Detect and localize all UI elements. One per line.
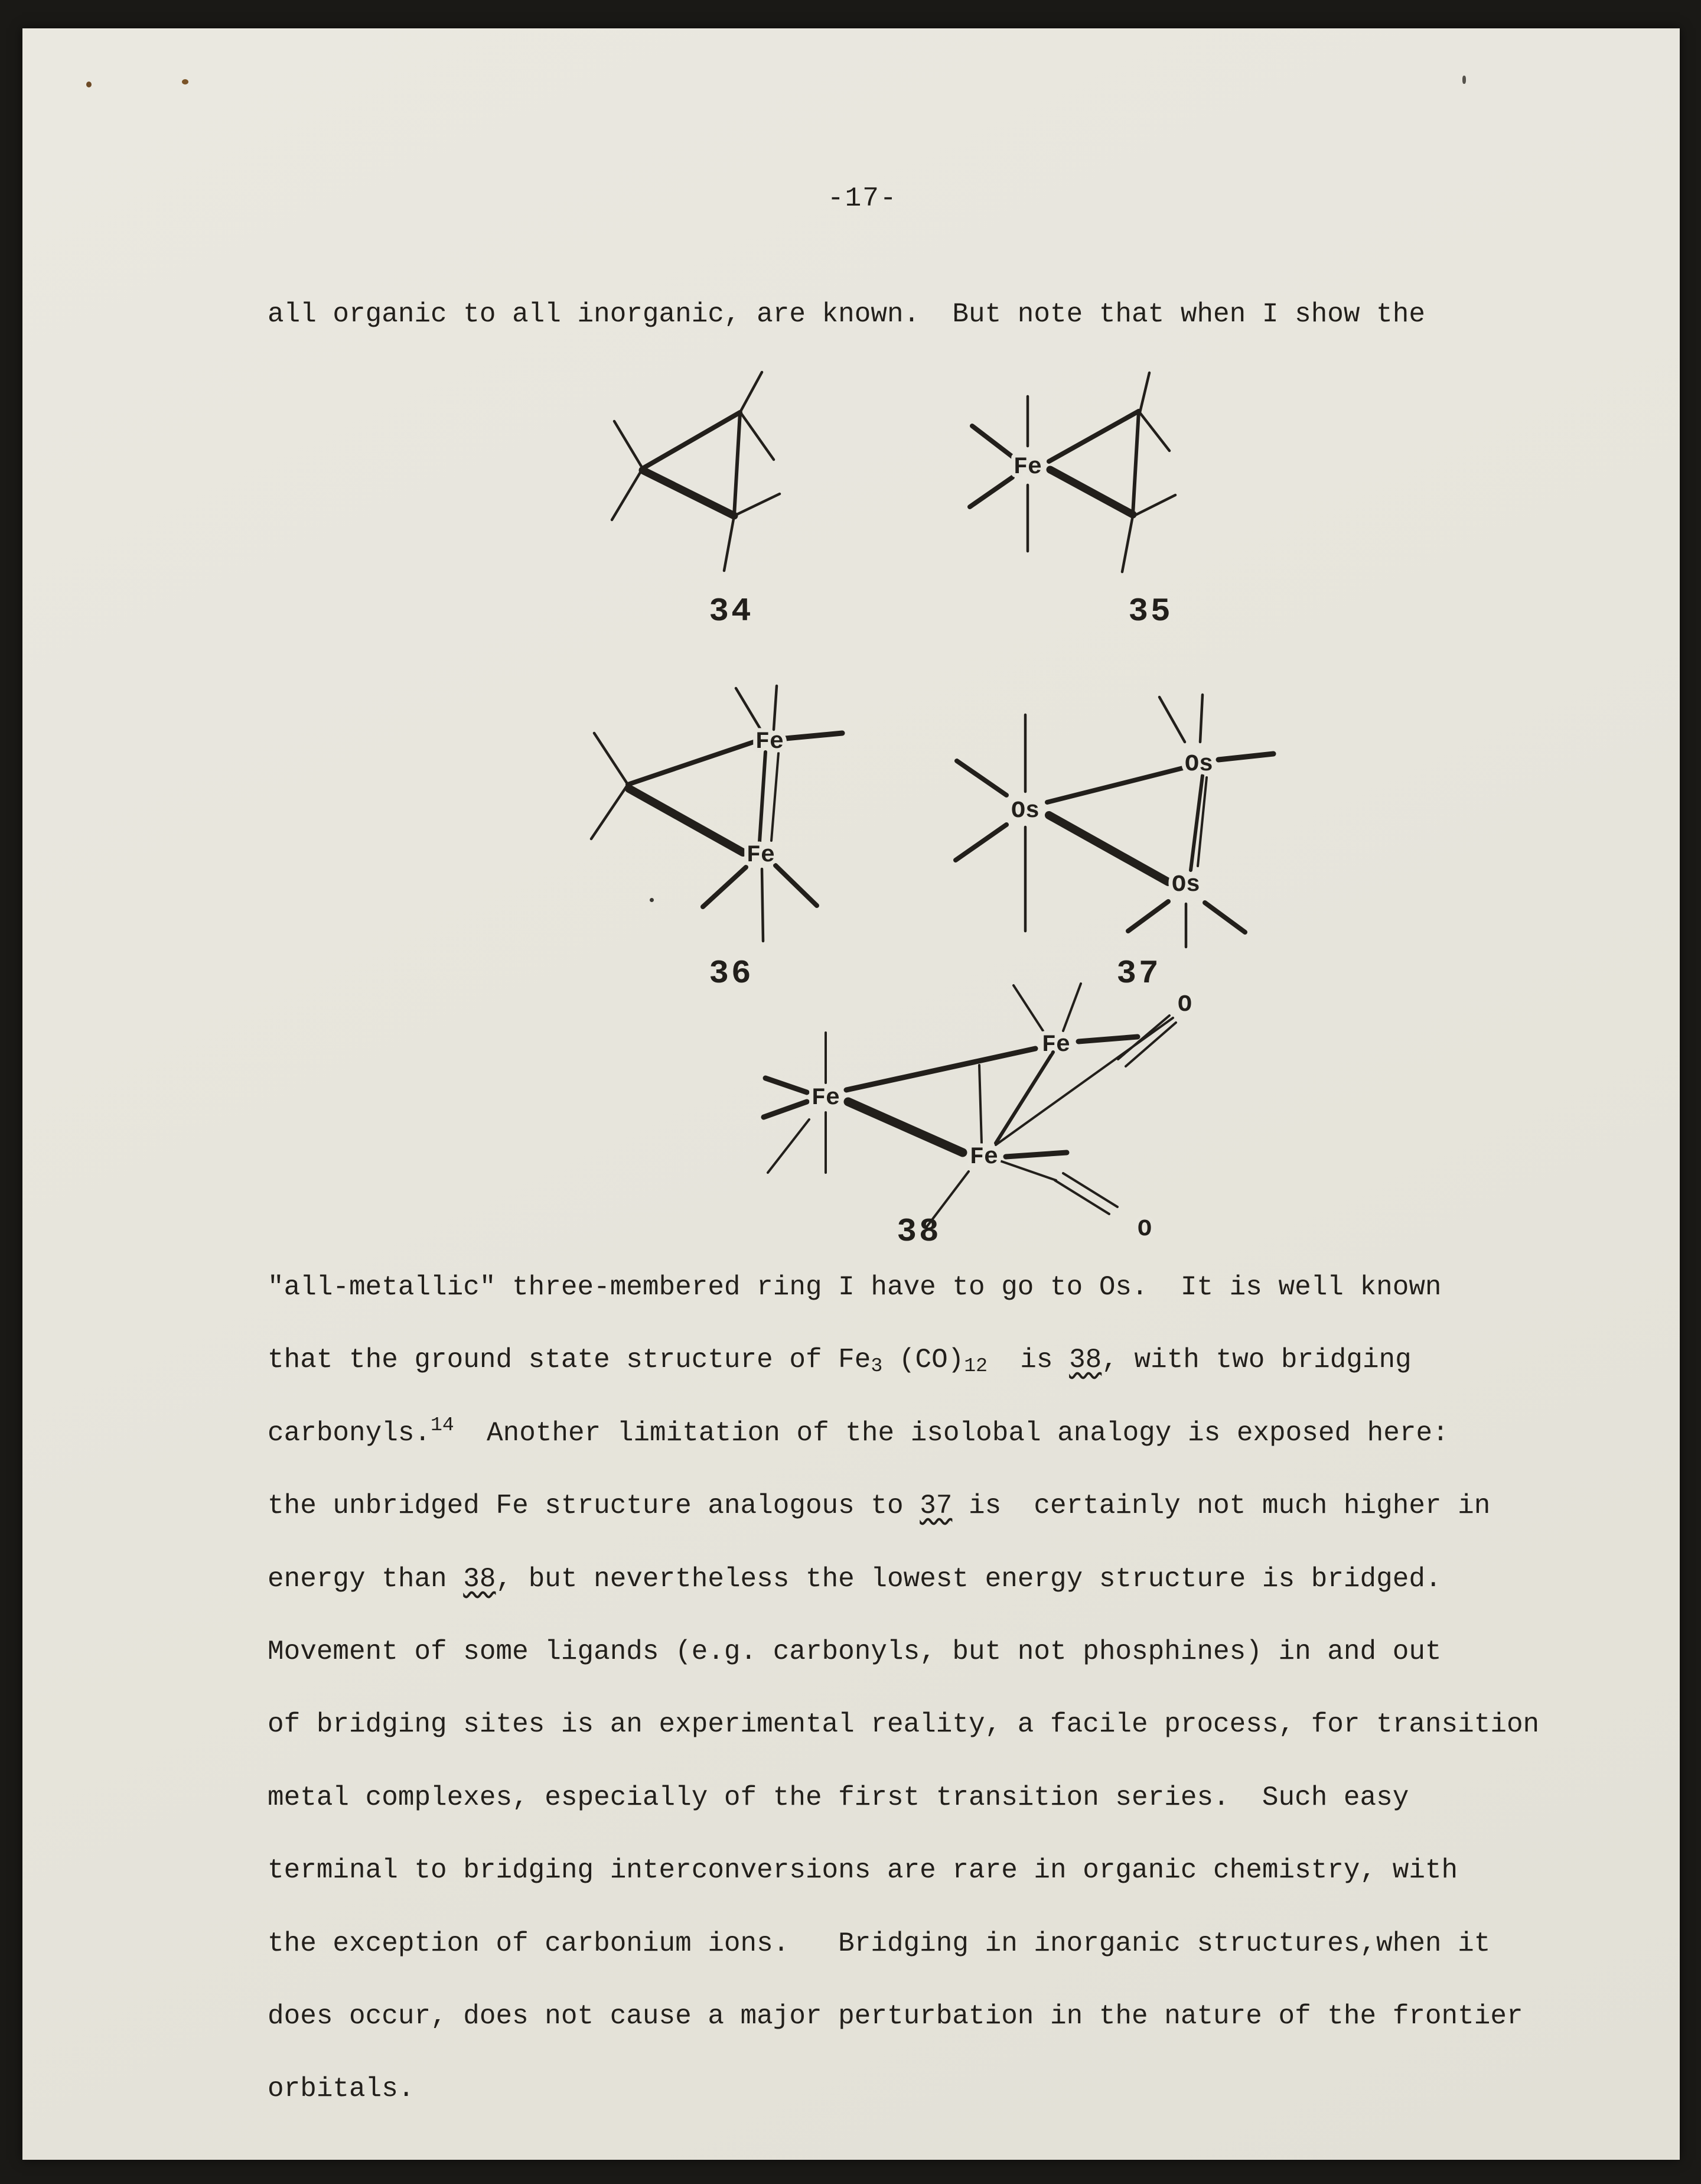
paper-sheet (22, 28, 1680, 2160)
page-number: -17- (827, 183, 898, 214)
paper-speck (86, 82, 92, 87)
atom-label-o: O (1177, 992, 1192, 1018)
text-segment: of bridging sites is an experimental reality, a facile process, for transition (268, 1709, 1540, 1740)
text-segment: Movement of some ligands (e.g. carbonyls, but not phosphines) in and out (268, 1636, 1442, 1667)
text-line-8 (268, 1781, 1409, 1814)
bond-lines (612, 372, 780, 571)
text-segment: 38 (1069, 1345, 1102, 1375)
atom-label-o: O (1137, 1216, 1152, 1243)
text-segment: 14 (431, 1414, 454, 1437)
text-segment: terminal to bridging interconversions are rare in organic chemistry, with (268, 1855, 1458, 1886)
paper-speck (650, 898, 654, 902)
chemical-structure-37 (920, 678, 1351, 950)
text-segment: does occur, does not cause a major perturbation in the nature of the frontier (268, 2001, 1523, 2032)
text-segment: the unbridged Fe structure analogous to (268, 1490, 920, 1521)
figure-label-37: 37 (1116, 955, 1161, 992)
atom-label-os: Os (1011, 798, 1040, 825)
text-line-1 (268, 1271, 1442, 1304)
paper-speck (1462, 76, 1466, 84)
text-segment: is certainly not much higher in (952, 1490, 1491, 1521)
text-segment: Another limitation of the isolobal analogy is exposed here: (454, 1418, 1449, 1449)
chemical-structure-35 (962, 368, 1186, 584)
text-line-12 (268, 2072, 414, 2105)
chemical-structure-36 (566, 681, 861, 944)
chemical-structure-34 (578, 371, 784, 584)
text-segment: is (988, 1345, 1070, 1375)
bond-lines (591, 686, 842, 941)
text-line-3 (268, 1414, 1449, 1451)
text-segment: orbitals. (268, 2074, 415, 2104)
text-segment: the exception of carbonium ions. Bridging in inorganic structures,when it (268, 1928, 1491, 1959)
text-segment: that the ground state structure of Fe (268, 1345, 871, 1375)
text-line-9 (268, 1854, 1458, 1887)
text-segment: metal complexes, especially of the first transition series. Such easy (268, 1782, 1409, 1813)
text-segment: , but nevertheless the lowest energy structure is bridged. (496, 1564, 1442, 1594)
text-line-10 (268, 1927, 1490, 1960)
atom-label-os: Os (1184, 751, 1214, 778)
atom-label-fe: Fe (746, 842, 775, 869)
text-line-2 (268, 1343, 1412, 1378)
text-line-5 (268, 1563, 1442, 1596)
atom-label-fe: Fe (1041, 1032, 1071, 1059)
atom-label-fe: Fe (755, 729, 784, 756)
chemical-structure-38 (731, 977, 1239, 1260)
text-line-6 (268, 1635, 1442, 1668)
text-segment: 37 (920, 1490, 953, 1521)
figure-label-35: 35 (1128, 593, 1173, 630)
bond-lines (970, 373, 1175, 572)
bond-lines (956, 695, 1273, 947)
intro-line: all organic to all inorganic, are known. But note that when I show the (268, 299, 1425, 330)
text-line-7 (268, 1708, 1539, 1741)
text-segment: 38 (463, 1564, 496, 1594)
paper-speck (182, 79, 188, 84)
atom-label-fe: Fe (969, 1144, 999, 1171)
text-segment: (CO) (882, 1345, 964, 1375)
figure-label-34: 34 (709, 593, 754, 630)
text-segment: 12 (964, 1355, 988, 1378)
figure-label-36: 36 (709, 955, 754, 992)
text-segment: energy than (268, 1564, 464, 1594)
text-segment: 3 (871, 1355, 883, 1378)
text-line-11 (268, 2000, 1523, 2033)
atom-label-fe: Fe (811, 1085, 840, 1112)
atom-label-fe: Fe (1013, 454, 1042, 481)
text-line-4 (268, 1489, 1490, 1522)
text-segment: "all-metallic" three-membered ring I have to go to Os. It is well known (268, 1272, 1442, 1303)
text-segment: , with two bridging (1102, 1345, 1412, 1375)
atom-label-os: Os (1171, 872, 1201, 899)
text-segment: carbonyls. (268, 1418, 431, 1449)
figure-label-38: 38 (897, 1213, 941, 1251)
